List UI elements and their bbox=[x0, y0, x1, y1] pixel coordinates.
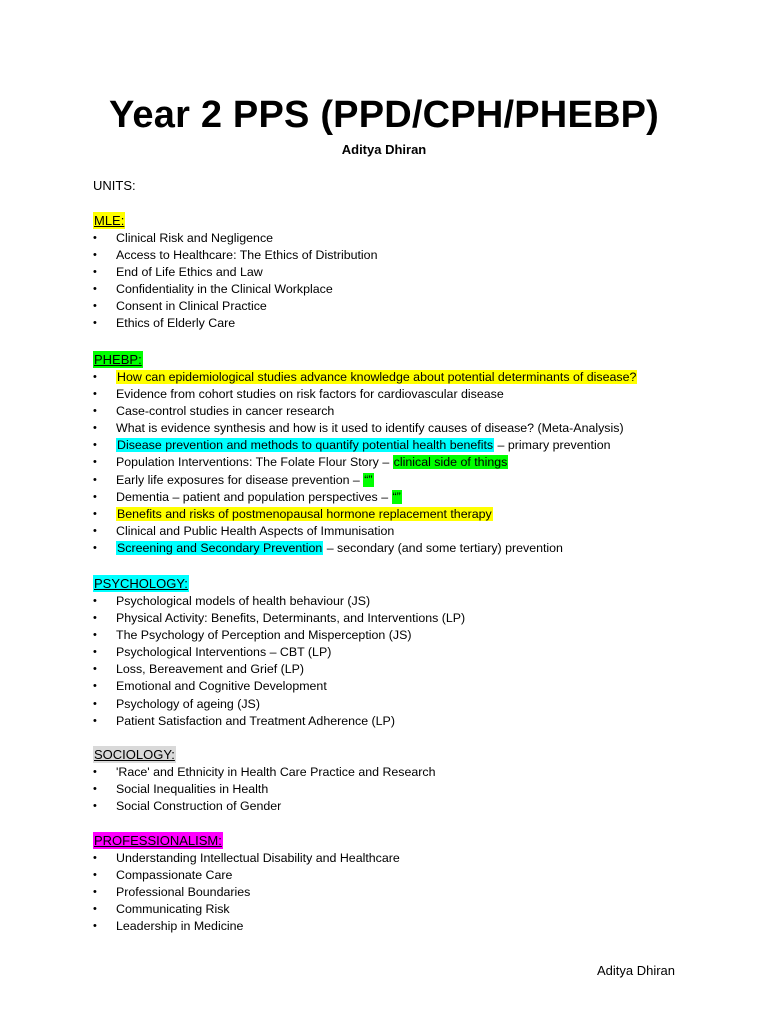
item-text: – primary prevention bbox=[494, 438, 611, 453]
list-item bbox=[93, 781, 733, 798]
list-item bbox=[93, 489, 733, 506]
item-text: Psychological models of health behaviour (JS) bbox=[116, 594, 371, 608]
bullet-icon: • bbox=[93, 507, 97, 520]
section-professionalism bbox=[93, 832, 733, 935]
list-item bbox=[93, 798, 733, 815]
bullet-icon: • bbox=[93, 283, 97, 296]
list-item bbox=[93, 506, 733, 523]
section-heading: PROFESSIONALISM: bbox=[94, 833, 222, 848]
bullet-icon: • bbox=[93, 300, 97, 313]
page-footer: Aditya Dhiran bbox=[596, 963, 675, 978]
bullet-icon: • bbox=[93, 714, 97, 727]
bullet-icon: • bbox=[93, 697, 97, 710]
list-item bbox=[93, 230, 733, 247]
bullet-icon: • bbox=[93, 629, 97, 642]
list-item bbox=[93, 264, 733, 281]
highlighted-text: Screening and Secondary Prevention bbox=[117, 540, 323, 555]
item-text: Loss, Bereavement and Grief (LP) bbox=[116, 662, 305, 677]
section-heading: PSYCHOLOGY: bbox=[94, 576, 188, 591]
list-item bbox=[93, 472, 733, 489]
item-text: Compassionate Care bbox=[116, 868, 233, 883]
highlighted-text: clinical side of things bbox=[393, 455, 508, 470]
bullet-icon: • bbox=[93, 317, 97, 330]
item-text: Understanding Intellectual Disability and Healthcare bbox=[116, 851, 400, 865]
item-text: Professional Boundaries bbox=[116, 885, 251, 900]
highlighted-text: How can epidemiological studies advance knowledge about potential determinants of disease? bbox=[117, 370, 637, 384]
item-text: Psychology of ageing (JS) bbox=[116, 696, 260, 711]
item-text: Case-control studies in cancer research bbox=[116, 404, 335, 419]
item-text: What is evidence synthesis and how is it used to identify causes of disease? (Meta-Analysis) bbox=[116, 421, 624, 436]
highlighted-text: Benefits and risks of postmenopausal hormone replacement therapy bbox=[117, 506, 492, 521]
highlighted-text: “” bbox=[364, 472, 373, 487]
bullet-icon: • bbox=[93, 920, 97, 933]
list-item bbox=[93, 627, 733, 644]
item-text: Physical Activity: Benefits, Determinants, and Interventions (LP) bbox=[116, 611, 466, 626]
item-text: Emotional and Cognitive Development bbox=[116, 679, 327, 694]
list-item bbox=[93, 437, 733, 454]
bullet-icon: • bbox=[93, 232, 97, 244]
bullet-icon: • bbox=[93, 783, 97, 796]
list-item bbox=[93, 713, 733, 730]
list-item bbox=[93, 661, 733, 678]
units-label: UNITS: bbox=[93, 178, 136, 193]
document-author: Aditya Dhiran bbox=[341, 142, 427, 157]
item-text: Evidence from cohort studies on risk factors for cardiovascular disease bbox=[116, 387, 504, 402]
document-title: Year 2 PPS (PPD/CPH/PHEBP) bbox=[108, 94, 660, 136]
item-text: Confidentiality in the Clinical Workplace bbox=[116, 282, 333, 297]
bullet-icon: • bbox=[93, 595, 97, 607]
item-text: Access to Healthcare: The Ethics of Distribution bbox=[116, 248, 378, 263]
item-text: Patient Satisfaction and Treatment Adherence (LP) bbox=[116, 713, 395, 728]
bullet-icon: • bbox=[93, 541, 97, 554]
list-item bbox=[93, 850, 733, 867]
list-item bbox=[93, 523, 733, 540]
bullet-icon: • bbox=[93, 646, 97, 659]
list-item bbox=[93, 867, 733, 884]
item-text: Clinical and Public Health Aspects of Immunisation bbox=[116, 523, 395, 538]
section-sociology bbox=[93, 746, 733, 815]
bullet-icon: • bbox=[93, 680, 97, 693]
section-heading: SOCIOLOGY: bbox=[94, 747, 175, 762]
bullet-icon: • bbox=[93, 249, 97, 262]
bullet-list bbox=[93, 369, 733, 557]
list-item bbox=[93, 403, 733, 420]
list-item bbox=[93, 454, 733, 471]
item-text: 'Race' and Ethnicity in Health Care Practice and Research bbox=[116, 765, 436, 779]
list-item bbox=[93, 610, 733, 627]
highlighted-text: Disease prevention and methods to quantify potential health benefits bbox=[117, 438, 494, 453]
list-item bbox=[93, 247, 733, 264]
item-text: Clinical Risk and Negligence bbox=[116, 231, 274, 245]
bullet-icon: • bbox=[93, 852, 97, 864]
bullet-icon: • bbox=[93, 869, 97, 882]
list-item bbox=[93, 901, 733, 918]
bullet-icon: • bbox=[93, 405, 97, 418]
bullet-icon: • bbox=[93, 490, 97, 503]
list-item bbox=[93, 678, 733, 695]
list-item bbox=[93, 386, 733, 403]
bullet-icon: • bbox=[93, 388, 97, 401]
bullet-list bbox=[93, 764, 733, 815]
bullet-icon: • bbox=[93, 886, 97, 899]
item-text: Communicating Risk bbox=[116, 902, 230, 917]
bullet-icon: • bbox=[93, 524, 97, 537]
highlighted-text: “” bbox=[392, 489, 401, 504]
list-item bbox=[93, 696, 733, 713]
bullet-icon: • bbox=[93, 439, 97, 452]
item-text: Early life exposures for disease prevention – bbox=[116, 472, 364, 487]
list-item bbox=[93, 540, 733, 557]
item-text: Leadership in Medicine bbox=[116, 919, 244, 934]
list-item bbox=[93, 918, 733, 935]
list-item bbox=[93, 369, 733, 386]
item-text: Consent in Clinical Practice bbox=[116, 299, 267, 314]
item-text: Psychological Interventions – CBT (LP) bbox=[116, 645, 332, 660]
list-item bbox=[93, 298, 733, 315]
bullet-icon: • bbox=[93, 612, 97, 625]
list-item bbox=[93, 644, 733, 661]
item-text: Ethics of Elderly Care bbox=[116, 316, 236, 331]
bullet-icon: • bbox=[93, 473, 97, 486]
bullet-icon: • bbox=[93, 766, 97, 778]
bullet-list bbox=[93, 850, 733, 935]
list-item bbox=[93, 315, 733, 332]
list-item bbox=[93, 420, 733, 437]
bullet-list bbox=[93, 230, 733, 333]
bullet-icon: • bbox=[93, 903, 97, 916]
bullet-icon: • bbox=[93, 371, 97, 383]
section-phebp bbox=[93, 351, 733, 557]
list-item bbox=[93, 281, 733, 298]
section-heading: PHEBP: bbox=[94, 352, 142, 367]
list-item bbox=[93, 764, 733, 781]
bullet-icon: • bbox=[93, 800, 97, 813]
item-text: End of Life Ethics and Law bbox=[116, 265, 263, 280]
item-text: Social Inequalities in Health bbox=[116, 782, 269, 797]
bullet-icon: • bbox=[93, 456, 97, 469]
item-text: Social Construction of Gender bbox=[116, 799, 282, 814]
list-item bbox=[93, 884, 733, 901]
item-text: Dementia – patient and population perspectives – bbox=[116, 489, 392, 504]
bullet-icon: • bbox=[93, 266, 97, 279]
section-psychology bbox=[93, 575, 733, 730]
section-mle bbox=[93, 212, 733, 333]
list-item bbox=[93, 593, 733, 610]
item-text: – secondary (and some tertiary) prevention bbox=[323, 540, 563, 555]
item-text: Population Interventions: The Folate Flour Story – bbox=[116, 455, 393, 470]
item-text: The Psychology of Perception and Misperception (JS) bbox=[116, 628, 412, 643]
bullet-icon: • bbox=[93, 663, 97, 676]
bullet-list bbox=[93, 593, 733, 730]
section-heading: MLE: bbox=[94, 213, 125, 228]
bullet-icon: • bbox=[93, 422, 97, 435]
